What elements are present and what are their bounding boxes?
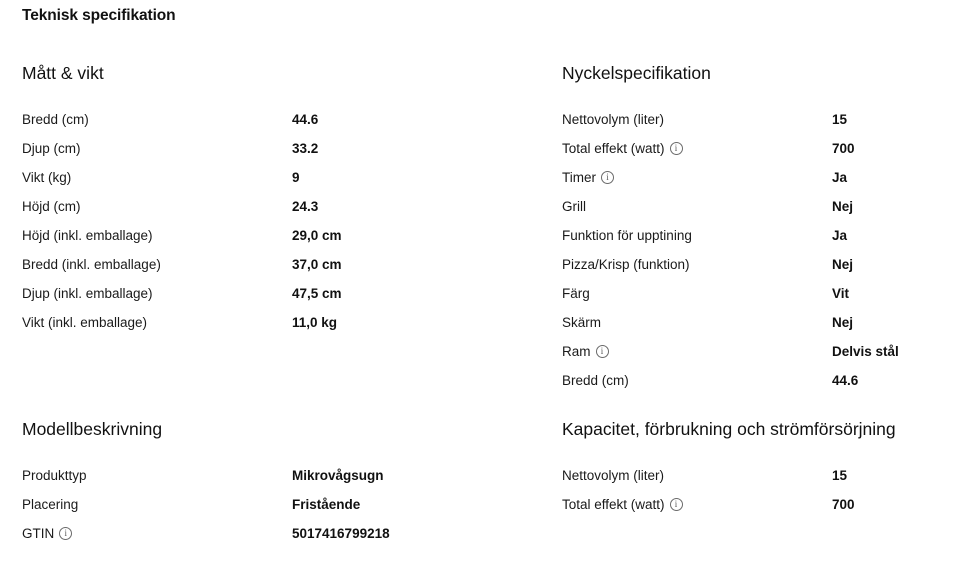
spec-label-text: Färg bbox=[562, 286, 590, 301]
column-right-top bbox=[562, 62, 938, 395]
spec-label-cell bbox=[562, 250, 832, 279]
table-row bbox=[22, 519, 562, 548]
spec-table-kapacitet bbox=[562, 461, 938, 519]
spec-value-cell: 700 bbox=[832, 497, 855, 512]
spec-value-cell: 24.3 bbox=[292, 199, 319, 214]
table-row bbox=[22, 105, 562, 134]
spec-label-cell bbox=[562, 192, 832, 221]
spec-label-text: Produkttyp bbox=[22, 468, 87, 483]
label-wrap bbox=[562, 169, 614, 186]
spec-value-cell: Ja bbox=[832, 170, 848, 185]
spec-value-cell: Nej bbox=[832, 199, 854, 214]
table-row bbox=[562, 490, 938, 519]
table-row bbox=[22, 250, 562, 279]
spec-label-cell bbox=[22, 250, 292, 279]
table-row bbox=[562, 461, 938, 490]
info-icon[interactable] bbox=[596, 345, 609, 358]
section-matt-och-vikt bbox=[22, 62, 562, 337]
spec-label-text: Höjd (inkl. emballage) bbox=[22, 228, 153, 243]
spec-label-text: Djup (inkl. emballage) bbox=[22, 286, 153, 301]
spec-label-text: Total effekt (watt) bbox=[562, 497, 665, 512]
table-row bbox=[22, 163, 562, 192]
spec-label-cell bbox=[22, 105, 292, 134]
info-icon[interactable] bbox=[670, 142, 683, 155]
label-wrap bbox=[562, 372, 629, 389]
table-row bbox=[562, 308, 938, 337]
spec-label-cell bbox=[22, 308, 292, 337]
spec-label-cell bbox=[22, 134, 292, 163]
spec-label-cell bbox=[22, 490, 292, 519]
label-wrap bbox=[562, 256, 690, 273]
spec-label-text: Grill bbox=[562, 199, 586, 214]
label-wrap bbox=[22, 198, 81, 215]
table-row bbox=[562, 192, 938, 221]
section-kapacitet-forbrukning-stromforsorjning bbox=[562, 418, 938, 519]
spec-value-cell: Delvis stål bbox=[832, 344, 899, 359]
spec-label-cell bbox=[562, 279, 832, 308]
label-wrap bbox=[562, 227, 692, 244]
spec-label-text: Djup (cm) bbox=[22, 141, 81, 156]
spec-label-text: Nettovolym (liter) bbox=[562, 112, 665, 127]
spec-value-cell: 44.6 bbox=[292, 112, 319, 127]
spec-label-cell bbox=[22, 461, 292, 490]
spacer bbox=[562, 84, 938, 105]
spec-label-cell bbox=[22, 192, 292, 221]
spec-label-cell bbox=[562, 134, 832, 163]
spec-label-text: Ram bbox=[562, 344, 591, 359]
table-row bbox=[562, 250, 938, 279]
spec-label-text: Placering bbox=[22, 497, 79, 512]
table-row bbox=[22, 221, 562, 250]
spacer bbox=[22, 26, 938, 62]
spec-value-cell: 700 bbox=[832, 141, 855, 156]
spec-label-cell bbox=[562, 490, 832, 519]
spec-label-cell bbox=[562, 163, 832, 192]
spec-value-cell: 33.2 bbox=[292, 141, 319, 156]
spec-label-text: Bredd (cm) bbox=[562, 373, 629, 388]
spec-label-cell bbox=[562, 308, 832, 337]
spec-value-cell: Mikrovågsugn bbox=[292, 468, 384, 483]
spacer bbox=[562, 440, 938, 461]
spec-value-cell: Fristående bbox=[292, 497, 361, 512]
spec-label-text: Bredd (inkl. emballage) bbox=[22, 257, 161, 272]
table-row bbox=[22, 490, 562, 519]
section-title-kapacitet: Kapacitet, förbrukning och strömförsörjning bbox=[562, 419, 896, 439]
label-wrap bbox=[562, 467, 664, 484]
table-row bbox=[22, 134, 562, 163]
spacer bbox=[22, 84, 562, 105]
spec-label-text: Nettovolym (liter) bbox=[562, 468, 665, 483]
spec-label-text: Pizza/Krisp (funktion) bbox=[562, 257, 690, 272]
label-wrap bbox=[562, 343, 609, 360]
label-wrap bbox=[562, 285, 590, 302]
spec-label-cell bbox=[22, 279, 292, 308]
label-wrap bbox=[22, 169, 71, 186]
section-nyckelspecifikation bbox=[562, 62, 938, 395]
spec-label-text: Timer bbox=[562, 170, 596, 185]
spec-label-text: Vikt (inkl. emballage) bbox=[22, 315, 148, 330]
spec-value-cell: Nej bbox=[832, 257, 854, 272]
label-wrap bbox=[22, 525, 72, 542]
label-wrap bbox=[562, 496, 683, 513]
spec-label-cell bbox=[562, 461, 832, 490]
info-icon[interactable] bbox=[601, 171, 614, 184]
spec-value-cell: 5017416799218 bbox=[292, 526, 390, 541]
label-wrap bbox=[22, 140, 81, 157]
spec-value-cell: 44.6 bbox=[832, 373, 859, 388]
spec-label-cell bbox=[562, 221, 832, 250]
spec-label-text: Total effekt (watt) bbox=[562, 141, 665, 156]
table-row bbox=[562, 337, 938, 366]
spec-label-text: Skärm bbox=[562, 315, 602, 330]
spec-label-text: Funktion för upptining bbox=[562, 228, 692, 243]
section-title-modellbeskrivning: Modellbeskrivning bbox=[22, 419, 163, 439]
section-title-matt-och-vikt: Mått & vikt bbox=[22, 63, 104, 83]
spec-label-text: Bredd (cm) bbox=[22, 112, 89, 127]
label-wrap bbox=[562, 198, 586, 215]
spec-label-cell bbox=[562, 337, 832, 366]
table-row bbox=[562, 105, 938, 134]
label-wrap bbox=[22, 314, 147, 331]
label-wrap bbox=[22, 467, 87, 484]
spec-label-cell bbox=[562, 366, 832, 395]
spec-value-cell: 11,0 kg bbox=[292, 315, 338, 330]
spec-value-cell: 15 bbox=[832, 468, 848, 483]
label-wrap bbox=[22, 256, 161, 273]
spec-table-modellbeskrivning bbox=[22, 461, 562, 548]
spec-label-cell bbox=[22, 519, 292, 548]
label-wrap bbox=[562, 140, 683, 157]
spec-label-cell bbox=[22, 163, 292, 192]
spec-label-text: Vikt (kg) bbox=[22, 170, 72, 185]
spec-label-cell bbox=[22, 221, 292, 250]
column-left-bottom bbox=[22, 418, 562, 548]
info-icon[interactable] bbox=[670, 498, 683, 511]
section-modellbeskrivning bbox=[22, 418, 562, 548]
spec-value-cell: Vit bbox=[832, 286, 850, 301]
label-wrap bbox=[22, 111, 89, 128]
spec-value-cell: 15 bbox=[832, 112, 848, 127]
spec-value-cell: Nej bbox=[832, 315, 854, 330]
spec-label-cell bbox=[562, 105, 832, 134]
section-title-nyckelspecifikation: Nyckelspecifikation bbox=[562, 63, 711, 83]
table-row bbox=[562, 134, 938, 163]
spec-label-text: GTIN bbox=[22, 526, 55, 541]
table-row bbox=[562, 221, 938, 250]
table-row bbox=[562, 366, 938, 395]
spec-value-cell: Ja bbox=[832, 228, 848, 243]
column-left-top bbox=[22, 62, 562, 337]
spec-label-text: Höjd (cm) bbox=[22, 199, 81, 214]
spec-table-nyckelspecifikation bbox=[562, 105, 938, 395]
label-wrap bbox=[562, 111, 664, 128]
label-wrap bbox=[22, 285, 153, 302]
column-right-bottom bbox=[562, 418, 938, 519]
spec-value-cell: 37,0 cm bbox=[292, 257, 342, 272]
page-title: Teknisk specifikation bbox=[22, 7, 176, 24]
table-row bbox=[22, 461, 562, 490]
table-row bbox=[22, 279, 562, 308]
spec-value-cell: 9 bbox=[292, 170, 300, 185]
table-row bbox=[562, 279, 938, 308]
spacer bbox=[22, 440, 562, 461]
table-row bbox=[22, 192, 562, 221]
specification-columns-top bbox=[22, 62, 938, 395]
table-row bbox=[22, 308, 562, 337]
label-wrap bbox=[562, 314, 601, 331]
specification-columns-bottom bbox=[22, 418, 938, 548]
label-wrap bbox=[22, 496, 78, 513]
table-row bbox=[562, 163, 938, 192]
label-wrap bbox=[22, 227, 153, 244]
spec-value-cell: 47,5 cm bbox=[292, 286, 342, 301]
spec-table-matt-och-vikt bbox=[22, 105, 562, 337]
info-icon[interactable] bbox=[59, 527, 72, 540]
spec-value-cell: 29,0 cm bbox=[292, 228, 342, 243]
